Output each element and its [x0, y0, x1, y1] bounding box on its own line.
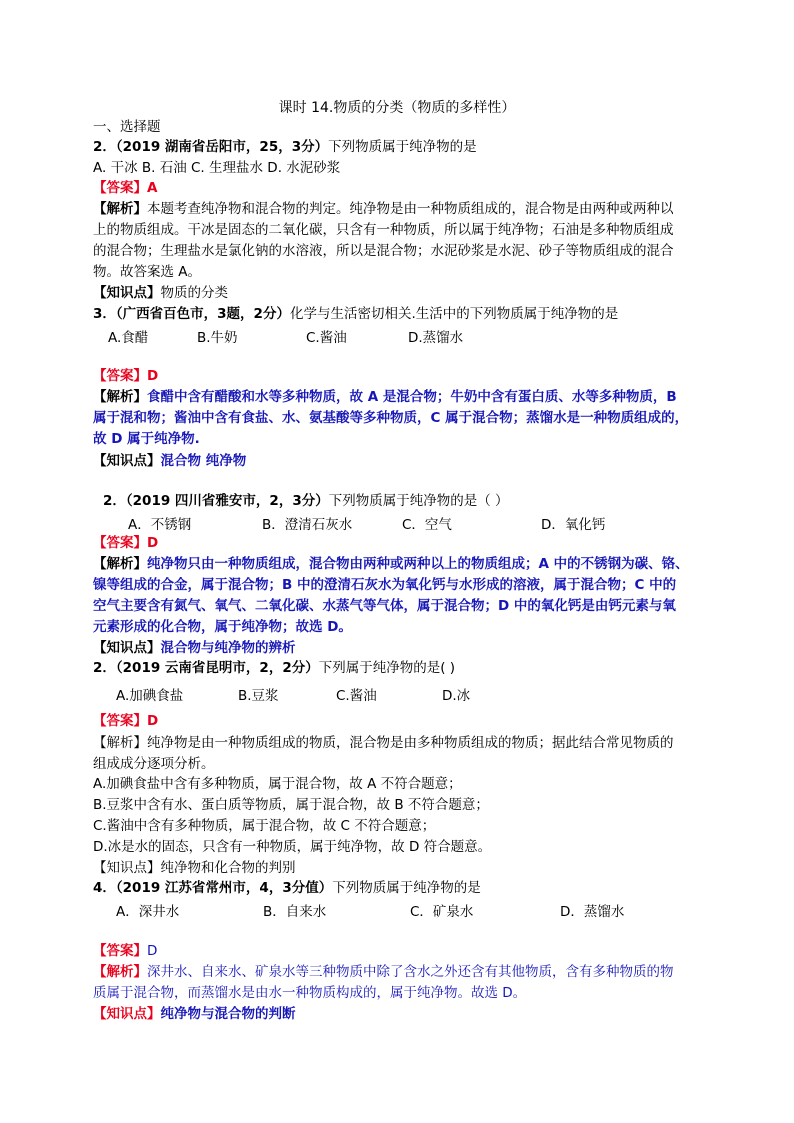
question-5-analysis-line: 【解析】深井水、自来水、矿泉水等三种物质中除了含水之外还含有其他物质，含有多种物质的物 — [93, 964, 674, 980]
option-d: D.蒸馏水 — [408, 330, 464, 346]
question-4-analysis-line: C.酱油中含有多种物质，属于混合物，故 C 不符合题意； — [93, 818, 436, 834]
answer-label: 【答案】 — [93, 368, 147, 384]
option-b: B．自来水 — [263, 904, 327, 920]
question-4 — [93, 658, 455, 678]
question-source: （2019 四川省雅安市，2，3分） — [125, 493, 329, 509]
option-d: D.冰 — [442, 688, 471, 704]
question-stem: 下列物质属于纯净物的是 — [332, 880, 481, 896]
question-source: （2019 云南省昆明市，2，2分） — [115, 660, 319, 676]
analysis-label: 【解析】 — [93, 735, 147, 751]
question-number: 2． — [93, 139, 116, 155]
analysis-label: 【解析】 — [93, 201, 147, 217]
question-2-analysis-line: 故 D 属于纯净物. — [93, 431, 200, 447]
question-3-knowledge-point: 【知识点】混合物与纯净物的辨析 — [93, 640, 296, 656]
knowledge-point-label: 【知识点】 — [93, 860, 161, 876]
analysis-label: 【解析】 — [93, 389, 147, 405]
option-c: C.酱油 — [336, 688, 377, 704]
option-a: A.食醋 — [108, 330, 149, 346]
option-c: C．空气 — [402, 517, 452, 533]
question-3-analysis-line: 元素形成的化合物，属于纯净物；故选 D。 — [93, 619, 352, 635]
question-1 — [93, 137, 477, 157]
knowledge-point-label: 【知识点】 — [93, 285, 161, 301]
question-1-analysis-line: 物。故答案选 A。 — [93, 264, 202, 280]
question-3-analysis-line: 空气主要含有氮气、氧气、二氧化碳、水蒸气等气体，属于混合物；D 中的氧化钙是由钙元素与氧 — [93, 598, 676, 614]
question-source: （广西省百色市，3题，2分） — [115, 306, 290, 322]
option-d: D．氧化钙 — [541, 517, 606, 533]
question-1-analysis-line: 上的物质组成。干冰是固态的二氧化碳，只含有一种物质，所以属于纯净物；石油是多种物质组成 — [93, 222, 674, 238]
option-c: C.酱油 — [306, 330, 347, 346]
question-number: 2． — [93, 660, 116, 676]
option-b: B.牛奶 — [197, 330, 238, 346]
section-heading: 一、选择题 — [93, 119, 161, 135]
question-1-analysis-line: 的混合物；生理盐水是氯化钠的水溶液，所以是混合物；水泥砂浆是水泥、砂子等物质组成的混合 — [93, 243, 674, 259]
knowledge-point-label: 【知识点】 — [93, 1006, 161, 1022]
answer-value: D — [147, 943, 158, 959]
question-2-analysis-line: 属于混和物；酱油中含有食盐、水、氨基酸等多种物质，C 属于混合物；蒸馏水是一种物质组成的， — [93, 410, 689, 426]
question-4-answer — [93, 711, 158, 731]
question-3-answer — [93, 533, 158, 553]
answer-label: 【答案】 — [93, 180, 147, 196]
document-title: 课时 14.物质的分类（物质的多样性） — [278, 100, 516, 116]
question-3-analysis-line: 【解析】纯净物只由一种物质组成，混合物由两种或两种以上的物质组成；A 中的不锈钢为碳、铬、 — [93, 556, 689, 572]
answer-label: 【答案】 — [93, 713, 147, 729]
analysis-label: 【解析】 — [93, 556, 147, 572]
question-number: 3． — [93, 306, 116, 322]
option-a: A．不锈钢 — [128, 517, 192, 533]
question-1-analysis-line: 【解析】本题考查纯净物和混合物的判定。纯净物是由一种物质组成的，混合物是由两种或两种以 — [93, 201, 674, 217]
question-stem: 下列属于纯净物的是( ) — [318, 660, 456, 676]
answer-value: D — [147, 368, 159, 384]
option-c: C．矿泉水 — [410, 904, 474, 920]
option-b: B．澄清石灰水 — [262, 517, 353, 533]
answer-value: D — [147, 535, 159, 551]
question-5-analysis-line: 质属于混合物，而蒸馏水是由水一种物质构成的，属于纯净物。故选 D。 — [93, 985, 527, 1001]
question-number: 2． — [103, 493, 126, 509]
question-stem: 下列物质属于纯净物的是 — [328, 139, 477, 155]
question-1-knowledge-point: 【知识点】物质的分类 — [93, 285, 228, 301]
question-3-analysis-line: 镍等组成的合金，属于混合物；B 中的澄清石灰水为氧化钙与水形成的溶液，属于混合物；C 中的 — [93, 577, 677, 593]
question-5-knowledge-point: 【知识点】纯净物与混合物的判断 — [93, 1006, 296, 1022]
option-a: A．深井水 — [116, 904, 180, 920]
question-4-analysis-line: D.冰是水的固态，只含有一种物质，属于纯净物，故 D 符合题意。 — [93, 839, 492, 855]
question-2-analysis-line: 【解析】食醋中含有醋酸和水等多种物质，故 A 是混合物；牛奶中含有蛋白质、水等多种物质，B — [93, 389, 677, 405]
question-5-answer — [93, 941, 157, 961]
knowledge-point-label: 【知识点】 — [93, 453, 161, 469]
answer-value: A — [147, 180, 158, 196]
question-stem: 化学与生活密切相关.生活中的下列物质属于纯净物的是 — [289, 306, 619, 322]
question-source: （2019 江苏省常州市，4，3分值） — [115, 880, 333, 896]
option-d: D．蒸馏水 — [560, 904, 625, 920]
question-2-knowledge-point: 【知识点】混合物 纯净物 — [93, 453, 247, 469]
answer-label: 【答案】 — [93, 943, 147, 959]
question-4-knowledge-point: 【知识点】纯净物和化合物的判别 — [93, 860, 296, 876]
question-2 — [93, 304, 618, 324]
question-source: （2019 湖南省岳阳市，25，3分） — [115, 139, 329, 155]
option-a: A.加碘食盐 — [116, 688, 184, 704]
answer-value: D — [147, 713, 159, 729]
question-number: 4． — [93, 880, 116, 896]
question-2-answer — [93, 366, 158, 386]
question-3 — [103, 491, 509, 511]
question-stem: 下列物质属于纯净物的是（ ） — [328, 493, 509, 509]
analysis-label: 【解析】 — [93, 964, 147, 980]
question-4-analysis-line: 【解析】纯净物是由一种物质组成的物质，混合物是由多种物质组成的物质；据此结合常见物质的 — [93, 735, 674, 751]
question-1-options: A. 干冰 B. 石油 C. 生理盐水 D. 水泥砂浆 — [93, 160, 341, 176]
question-4-analysis-line: 组成成分逐项分析。 — [93, 756, 215, 772]
question-1-answer — [93, 178, 157, 198]
question-4-analysis-line: A.加碘食盐中含有多种物质，属于混合物，故 A 不符合题意； — [93, 776, 462, 792]
option-b: B.豆浆 — [238, 688, 279, 704]
answer-label: 【答案】 — [93, 535, 147, 551]
question-4-analysis-line: B.豆浆中含有水、蛋白质等物质，属于混合物，故 B 不符合题意； — [93, 797, 489, 813]
knowledge-point-label: 【知识点】 — [93, 640, 161, 656]
question-5 — [93, 878, 481, 898]
